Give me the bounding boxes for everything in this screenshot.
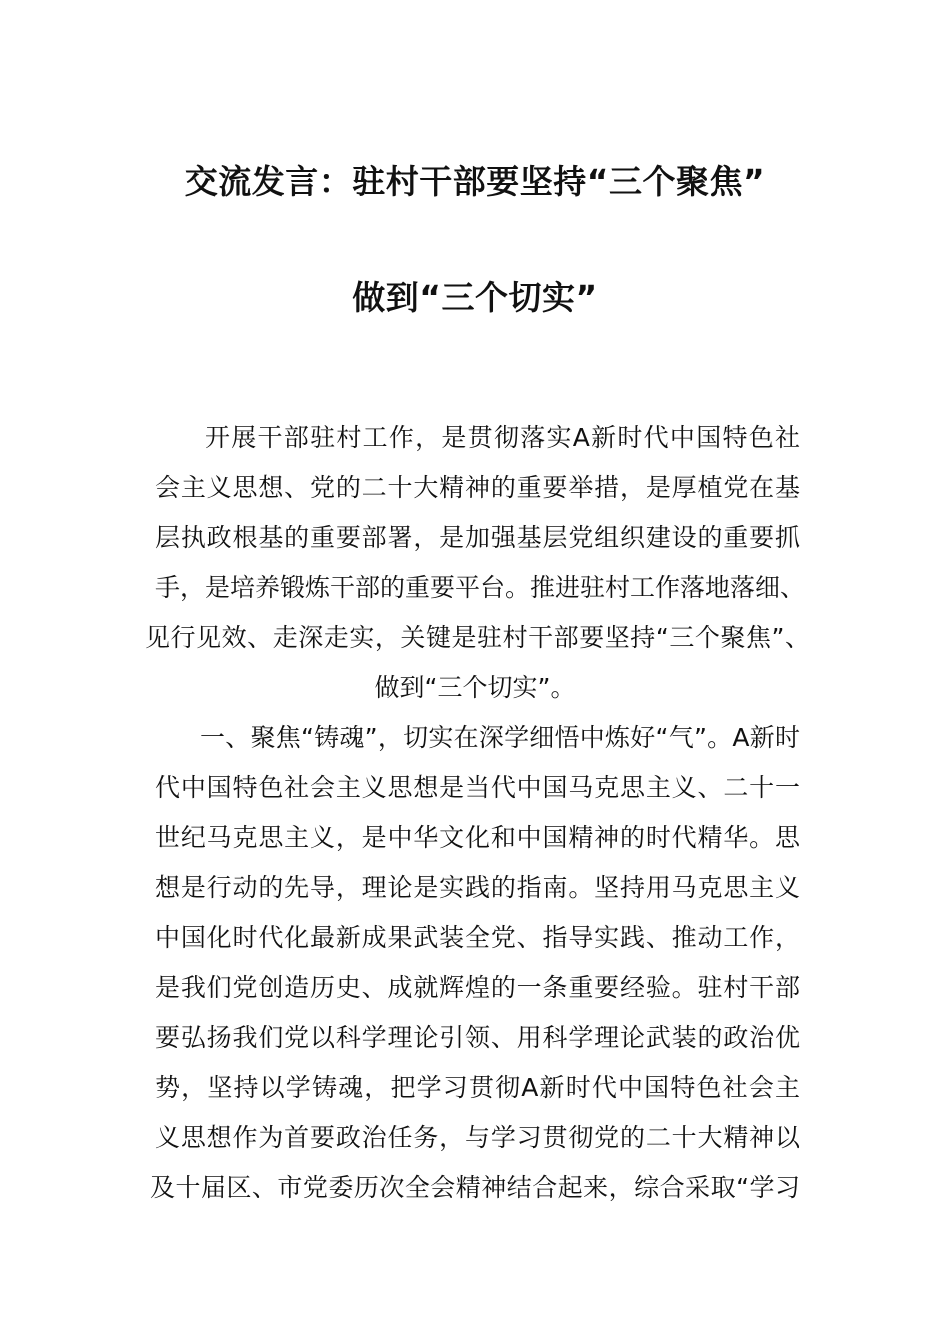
document-title-line-1: 交流发言：驻村干部要坚持“三个聚焦” xyxy=(184,162,766,201)
body-line-2: 会主义思想、党的二十大精神的重要举措，是厚植党在基 xyxy=(155,473,800,502)
body-line-4: 手，是培养锻炼干部的重要平台。推进驻村工作落地落细、 xyxy=(155,573,806,602)
body-line-16: 及十届区、市党委历次全会精神结合起来，综合采取“学习 xyxy=(150,1173,800,1202)
body-line-1: 开展干部驻村工作，是贯彻落实A新时代中国特色社 xyxy=(205,423,800,452)
body-line-6: 做到“三个切实”。 xyxy=(374,673,576,702)
body-line-13: 要弘扬我们党以科学理论引领、用科学理论武装的政治优 xyxy=(155,1023,800,1052)
body-line-15: 义思想作为首要政治任务，与学习贯彻党的二十大精神以 xyxy=(155,1123,800,1152)
body-line-14: 势，坚持以学铸魂，把学习贯彻A新时代中国特色社会主 xyxy=(155,1073,800,1102)
body-line-8: 代中国特色社会主义思想是当代中国马克思主义、二十一 xyxy=(155,773,800,802)
body-line-11: 中国化时代化最新成果武装全党、指导实践、推动工作， xyxy=(155,923,800,952)
body-line-9: 世纪马克思主义，是中华文化和中国精神的时代精华。思 xyxy=(155,823,800,852)
body-line-5: 见行见效、走深走实，关键是驻村干部要坚持“三个聚焦”、 xyxy=(145,623,810,652)
document-title-line-2: 做到“三个切实” xyxy=(352,278,598,317)
body-line-12: 是我们党创造历史、成就辉煌的一条重要经验。驻村干部 xyxy=(155,973,800,1002)
body-line-3: 层执政根基的重要部署，是加强基层党组织建设的重要抓 xyxy=(155,523,800,552)
section-heading-line: 一、聚焦“铸魂”，切实在深学细悟中炼好“气”。A新时 xyxy=(200,723,800,752)
body-line-10: 想是行动的先导，理论是实践的指南。坚持用马克思主义 xyxy=(155,873,800,902)
